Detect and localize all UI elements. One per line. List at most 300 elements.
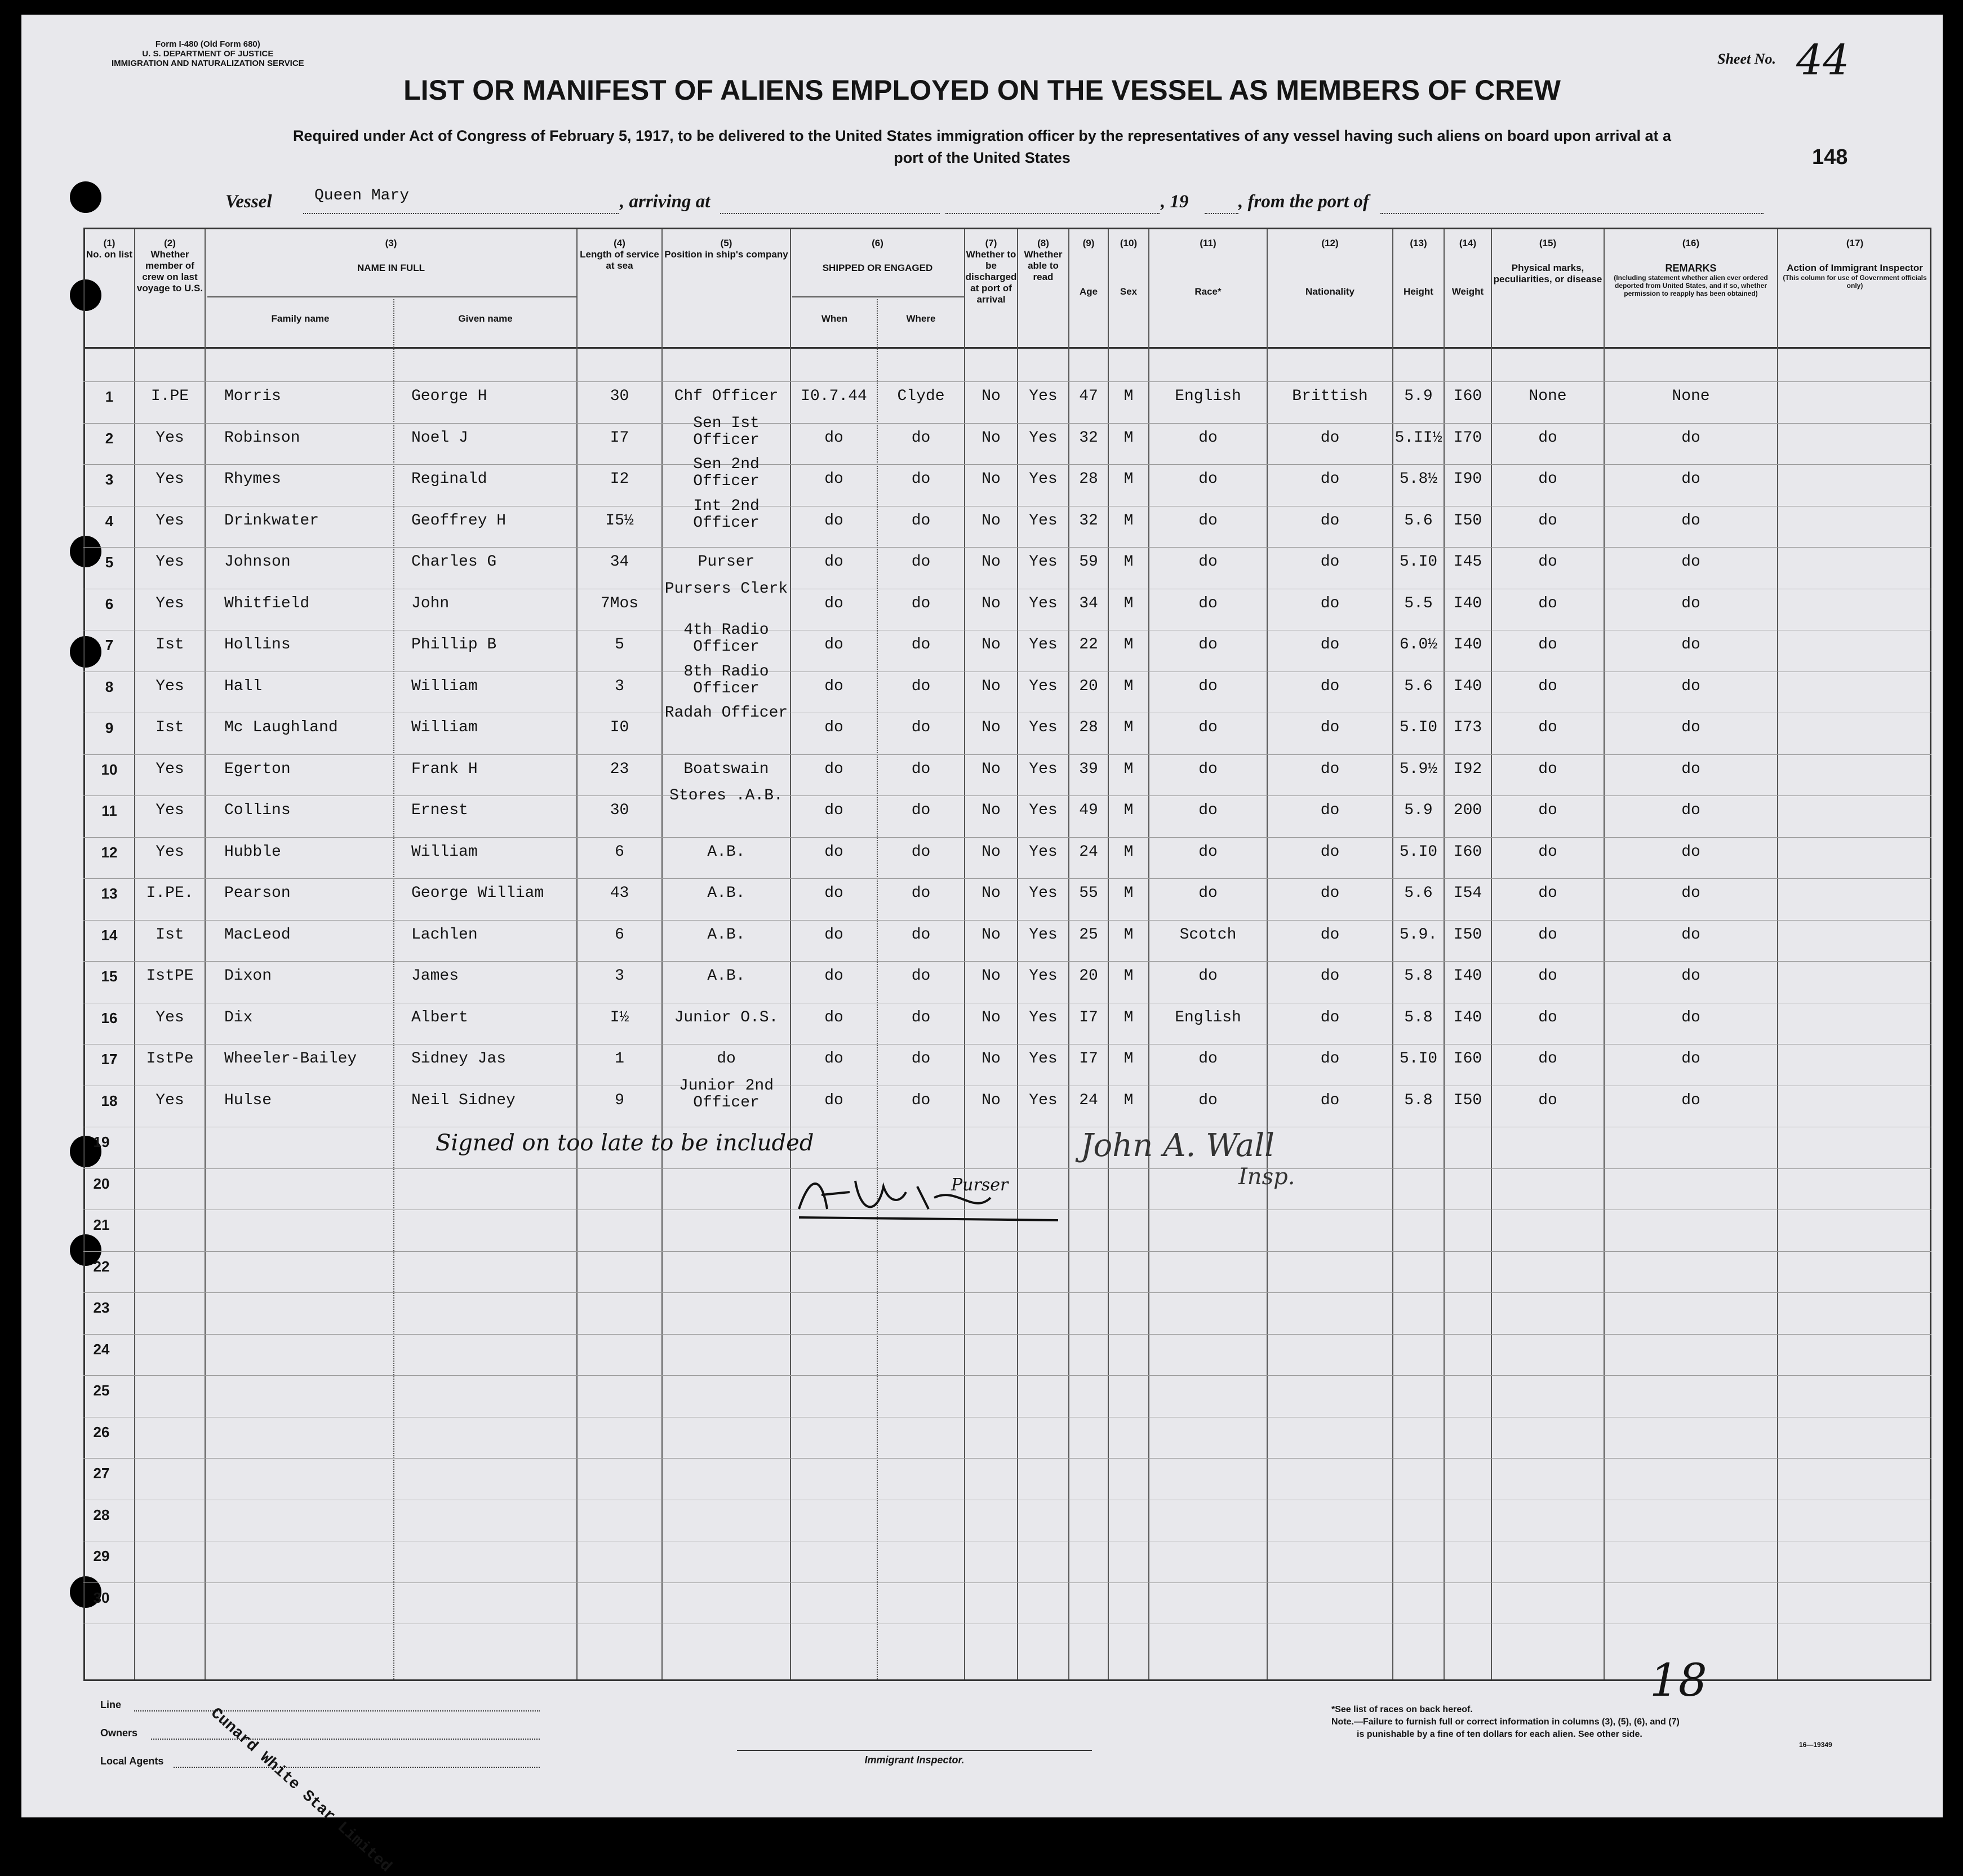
age-cell: 32 — [1079, 429, 1098, 447]
given-name-cell: Reginald — [411, 470, 487, 488]
row-number: 27 — [93, 1465, 110, 1482]
nationality-cell: do — [1320, 470, 1340, 488]
race-cell: English — [1175, 388, 1241, 405]
col-8-header: (8) Whether able to read — [1024, 238, 1063, 282]
remarks-cell: do — [1681, 802, 1700, 819]
shipped-when-cell: do — [824, 470, 843, 488]
remarks-cell: None — [1672, 388, 1710, 405]
given-name-cell: William — [411, 677, 478, 695]
sex-cell: M — [1123, 967, 1134, 985]
shipped-when-cell: do — [824, 1091, 843, 1109]
given-name-cell: Phillip B — [411, 636, 497, 654]
family-name-cell: Hall — [224, 677, 263, 695]
row-number: 29 — [93, 1548, 110, 1564]
service-cell: 23 — [610, 760, 629, 778]
row-number: 7 — [105, 637, 114, 654]
col-15-header: (15) Physical marks, peculiarities, or disease — [1493, 238, 1602, 284]
family-name-cell: Hulse — [224, 1091, 272, 1109]
remarks-cell: do — [1681, 429, 1700, 447]
total-count: 18 — [1650, 1654, 1707, 1706]
age-cell: 24 — [1079, 1091, 1098, 1109]
shipped-where-cell: do — [911, 512, 931, 530]
shipped-where-cell: do — [911, 1050, 931, 1068]
sheet-label: Sheet No. — [1717, 51, 1776, 67]
read-cell: Yes — [1029, 553, 1058, 571]
col-12-header: (12) Nationality — [1305, 238, 1354, 297]
sex-cell: M — [1123, 512, 1134, 530]
given-name-cell: Lachlen — [411, 926, 478, 944]
given-name-cell: William — [411, 719, 478, 736]
height-cell: 5.9 — [1404, 388, 1433, 405]
shipped-where-cell: do — [911, 1008, 931, 1026]
service-cell: 3 — [615, 967, 624, 985]
height-cell: 5.I0 — [1399, 719, 1438, 736]
row-number: 24 — [93, 1340, 110, 1358]
position-cell: 4th Radio Officer — [683, 621, 769, 656]
height-cell: 5.6 — [1404, 884, 1433, 902]
form-code: 16—19349 — [1799, 1741, 1832, 1749]
row-number: 20 — [93, 1175, 110, 1192]
last-voyage-cell: Ist — [156, 926, 184, 944]
remarks-cell: do — [1681, 512, 1700, 530]
department-name: U. S. DEPARTMENT OF JUSTICE — [142, 49, 274, 59]
shipped-where-cell: do — [911, 470, 931, 488]
row-number: 18 — [101, 1092, 118, 1109]
col-10-header: (10) Sex — [1120, 238, 1138, 297]
family-name-cell: Robinson — [224, 429, 300, 447]
height-cell: 5.I0 — [1399, 843, 1438, 861]
service-cell: 9 — [615, 1091, 624, 1109]
family-name-cell: Dix — [224, 1008, 253, 1026]
last-voyage-cell: Yes — [156, 760, 184, 778]
col-7-header: (7) Whether to be discharged at port of arrival — [965, 238, 1017, 305]
marks-cell: do — [1538, 1008, 1557, 1026]
immigrant-inspector-label: Immigrant Inspector. — [864, 1754, 965, 1766]
last-voyage-cell: IstPE — [146, 967, 194, 985]
service-cell: I2 — [610, 470, 629, 488]
sex-cell: M — [1123, 388, 1134, 405]
last-voyage-cell: IstPe — [146, 1050, 194, 1068]
discharge-cell: No — [982, 843, 1001, 861]
discharge-cell: No — [982, 594, 1001, 612]
family-name-cell: MacLeod — [224, 926, 291, 944]
weight-cell: I45 — [1453, 553, 1482, 571]
read-cell: Yes — [1029, 388, 1058, 405]
height-cell: 5.9½ — [1399, 760, 1438, 778]
last-voyage-cell: Ist — [156, 719, 184, 736]
shipped-where-cell: do — [911, 802, 931, 819]
service-cell: I5½ — [605, 512, 634, 530]
punch-hole — [70, 181, 101, 213]
family-name-cell: Hubble — [224, 843, 281, 861]
year-label: , 19 — [1161, 192, 1189, 212]
last-voyage-cell: Yes — [156, 470, 184, 488]
marks-cell: do — [1538, 553, 1557, 571]
position-cell: Junior 2nd Officer — [678, 1077, 774, 1112]
race-cell: do — [1198, 760, 1218, 778]
weight-cell: I40 — [1453, 1008, 1482, 1026]
remarks-cell: do — [1681, 1091, 1700, 1109]
stamp-number: 148 — [1812, 145, 1848, 169]
nationality-cell: do — [1320, 802, 1340, 819]
age-cell: 22 — [1079, 636, 1098, 654]
height-cell: 5.8 — [1404, 1091, 1433, 1109]
read-cell: Yes — [1029, 1091, 1058, 1109]
nationality-cell: do — [1320, 636, 1340, 654]
remarks-cell: do — [1681, 843, 1700, 861]
weight-cell: I40 — [1453, 636, 1482, 654]
age-cell: 34 — [1079, 594, 1098, 612]
given-name-cell: Charles G — [411, 553, 497, 571]
row-number: 17 — [101, 1051, 118, 1068]
owners-label: Owners — [100, 1727, 138, 1739]
age-cell: 24 — [1079, 843, 1098, 861]
weight-cell: I60 — [1453, 388, 1482, 405]
age-cell: 55 — [1079, 884, 1098, 902]
shipped-when-cell: do — [824, 594, 843, 612]
col-6-header: (6) SHIPPED OR ENGAGED — [822, 238, 933, 273]
race-cell: do — [1198, 843, 1218, 861]
marks-cell: do — [1538, 429, 1557, 447]
last-voyage-cell: Yes — [156, 429, 184, 447]
service-cell: I½ — [610, 1008, 629, 1026]
weight-cell: I50 — [1453, 1091, 1482, 1109]
marks-cell: do — [1538, 843, 1557, 861]
sex-cell: M — [1123, 1091, 1134, 1109]
weight-cell: 200 — [1453, 802, 1482, 819]
row-number: 12 — [101, 843, 118, 861]
given-name-cell: George William — [411, 884, 544, 902]
row-number: 28 — [93, 1506, 110, 1523]
shipped-when-cell: do — [824, 843, 843, 861]
service-cell: I7 — [610, 429, 629, 447]
family-name-cell: Dixon — [224, 967, 272, 985]
col-3-header: (3) NAME IN FULL — [357, 238, 425, 273]
discharge-cell: No — [982, 1050, 1001, 1068]
remarks-cell: do — [1681, 760, 1700, 778]
service-cell: 6 — [615, 843, 624, 861]
service-name: IMMIGRATION AND NATURALIZATION SERVICE — [112, 59, 304, 68]
race-cell: do — [1198, 512, 1218, 530]
height-cell: 5.9 — [1404, 802, 1433, 819]
row-number: 19 — [93, 1133, 110, 1150]
height-cell: 5.I0 — [1399, 553, 1438, 571]
last-voyage-cell: I.PE. — [146, 884, 194, 902]
read-cell: Yes — [1029, 1050, 1058, 1068]
race-cell: do — [1198, 636, 1218, 654]
given-name-cell: Albert — [411, 1008, 468, 1026]
row-number: 15 — [101, 968, 118, 985]
shipped-when-cell: do — [824, 677, 843, 695]
shipped-where-cell: Clyde — [897, 388, 945, 405]
shipped-where-cell: do — [911, 967, 931, 985]
discharge-cell: No — [982, 926, 1001, 944]
col-16-header: (16) REMARKS (Including statement whether alien ever ordered deported from United States, and if so, whether permission to reapply has been obtained) — [1614, 238, 1768, 297]
row-number: 25 — [93, 1382, 110, 1399]
weight-cell: I54 — [1453, 884, 1482, 902]
nationality-cell: do — [1320, 967, 1340, 985]
last-voyage-cell: Yes — [156, 802, 184, 819]
last-voyage-cell: I.PE — [150, 388, 189, 405]
age-cell: 28 — [1079, 719, 1098, 736]
marks-cell: do — [1538, 926, 1557, 944]
position-cell: do — [717, 1050, 736, 1068]
read-cell: Yes — [1029, 884, 1058, 902]
col-9-header: (9) Age — [1079, 238, 1098, 297]
marks-cell: do — [1538, 512, 1557, 530]
last-voyage-cell: Yes — [156, 677, 184, 695]
vessel-name: Queen Mary — [314, 187, 410, 205]
shipped-where-cell: do — [911, 636, 931, 654]
shipped-when-cell: do — [824, 1008, 843, 1026]
nationality-cell: Brittish — [1292, 388, 1368, 405]
remarks-cell: do — [1681, 594, 1700, 612]
height-cell: 5.8½ — [1399, 470, 1438, 488]
line-label: Line — [100, 1699, 122, 1710]
shipped-where-cell: do — [911, 926, 931, 944]
col-14-header: (14) Weight — [1451, 238, 1484, 297]
row-number: 6 — [105, 595, 114, 612]
subtitle-line-2: port of the United States — [894, 149, 1071, 166]
row-number: 14 — [101, 926, 118, 944]
read-cell: Yes — [1029, 512, 1058, 530]
weight-cell: I60 — [1453, 1050, 1482, 1068]
remarks-cell: do — [1681, 1050, 1700, 1068]
remarks-cell: do — [1681, 636, 1700, 654]
cunard-stamp: Cunard White Star Limited — [207, 1705, 395, 1876]
last-voyage-cell: Yes — [156, 1008, 184, 1026]
given-name-cell: Ernest — [411, 802, 468, 819]
discharge-cell: No — [982, 802, 1001, 819]
shipped-when-cell: do — [824, 1050, 843, 1068]
service-cell: 43 — [610, 884, 629, 902]
sex-cell: M — [1123, 884, 1134, 902]
race-cell: do — [1198, 470, 1218, 488]
height-cell: 5.I0 — [1399, 1050, 1438, 1068]
form-number: Form I-480 (Old Form 680) — [155, 39, 260, 49]
family-name-cell: Egerton — [224, 760, 291, 778]
given-name-header: Given name — [458, 313, 513, 324]
nationality-cell: do — [1320, 926, 1340, 944]
weight-cell: I60 — [1453, 843, 1482, 861]
sex-cell: M — [1123, 926, 1134, 944]
row-number: 16 — [101, 1009, 118, 1026]
read-cell: Yes — [1029, 636, 1058, 654]
last-voyage-cell: Yes — [156, 1091, 184, 1109]
sex-cell: M — [1123, 429, 1134, 447]
age-cell: 47 — [1079, 388, 1098, 405]
position-cell: Stores .A.B. — [669, 787, 783, 804]
last-voyage-cell: Ist — [156, 636, 184, 654]
shipped-when-cell: do — [824, 719, 843, 736]
race-cell: Scotch — [1179, 926, 1237, 944]
given-name-cell: Neil Sidney — [411, 1091, 516, 1109]
service-cell: 34 — [610, 553, 629, 571]
last-voyage-cell: Yes — [156, 594, 184, 612]
marks-cell: do — [1538, 760, 1557, 778]
remarks-cell: do — [1681, 553, 1700, 571]
age-cell: 25 — [1079, 926, 1098, 944]
shipped-when-cell: do — [824, 967, 843, 985]
page-title: LIST OR MANIFEST OF ALIENS EMPLOYED ON THE VESSEL AS MEMBERS OF CREW — [403, 74, 1561, 106]
remarks-cell: do — [1681, 884, 1700, 902]
read-cell: Yes — [1029, 843, 1058, 861]
discharge-cell: No — [982, 719, 1001, 736]
sex-cell: M — [1123, 594, 1134, 612]
weight-cell: I50 — [1453, 512, 1482, 530]
shipped-when-cell: do — [824, 884, 843, 902]
last-voyage-cell: Yes — [156, 843, 184, 861]
weight-cell: I40 — [1453, 967, 1482, 985]
shipped-when-cell: do — [824, 636, 843, 654]
row-number: 26 — [93, 1423, 110, 1441]
read-cell: Yes — [1029, 967, 1058, 985]
arriving-label: , arriving at — [620, 192, 710, 212]
row-number: 1 — [105, 388, 114, 405]
shipped-when-cell: I0.7.44 — [801, 388, 867, 405]
remarks-cell: do — [1681, 677, 1700, 695]
weight-cell: I73 — [1453, 719, 1482, 736]
row-number: 2 — [105, 429, 114, 447]
family-name-cell: Pearson — [224, 884, 291, 902]
position-cell: A.B. — [707, 926, 745, 944]
read-cell: Yes — [1029, 594, 1058, 612]
col-2-header: (2) Whether member of crew on last voyage to U.S. — [136, 238, 203, 294]
shipped-when-cell: do — [824, 802, 843, 819]
service-cell: 30 — [610, 388, 629, 405]
position-cell: A.B. — [707, 884, 745, 902]
weight-cell: I40 — [1453, 677, 1482, 695]
sheet-number: 44 — [1796, 36, 1850, 85]
row-number: 13 — [101, 885, 118, 902]
age-cell: 28 — [1079, 470, 1098, 488]
col-1-header: (1) No. on list — [86, 238, 133, 260]
position-cell: Purser — [698, 553, 755, 571]
family-name-cell: Morris — [224, 388, 281, 405]
weight-cell: I92 — [1453, 760, 1482, 778]
col-5-header: (5) Position in ship's company — [664, 238, 788, 260]
age-cell: 59 — [1079, 553, 1098, 571]
remarks-cell: do — [1681, 926, 1700, 944]
sex-cell: M — [1123, 843, 1134, 861]
read-cell: Yes — [1029, 760, 1058, 778]
purser-signature-title: Purser — [951, 1175, 1009, 1195]
row-number: 9 — [105, 719, 114, 736]
age-cell: 20 — [1079, 967, 1098, 985]
row-number: 4 — [105, 512, 114, 530]
given-name-cell: Noel J — [411, 429, 468, 447]
shipped-when-cell: do — [824, 429, 843, 447]
inspector-signature-title: Insp. — [1238, 1164, 1295, 1190]
read-cell: Yes — [1029, 802, 1058, 819]
discharge-cell: No — [982, 967, 1001, 985]
nationality-cell: do — [1320, 843, 1340, 861]
shipped-when-cell: do — [824, 760, 843, 778]
height-cell: 5.6 — [1404, 677, 1433, 695]
nationality-cell: do — [1320, 1050, 1340, 1068]
height-cell: 5.II½ — [1394, 429, 1442, 447]
race-cell: do — [1198, 594, 1218, 612]
read-cell: Yes — [1029, 429, 1058, 447]
row-number: 10 — [101, 761, 118, 778]
race-cell: English — [1175, 1008, 1241, 1026]
row-number: 8 — [105, 678, 114, 695]
shipped-where-cell: do — [911, 429, 931, 447]
family-name-cell: Rhymes — [224, 470, 281, 488]
shipped-where-cell: do — [911, 760, 931, 778]
remarks-cell: do — [1681, 470, 1700, 488]
height-cell: 5.9. — [1399, 926, 1438, 944]
vessel-label: Vessel — [225, 192, 272, 212]
discharge-cell: No — [982, 1091, 1001, 1109]
row-number: 23 — [93, 1299, 110, 1316]
age-cell: 32 — [1079, 512, 1098, 530]
nationality-cell: do — [1320, 594, 1340, 612]
row-number: 30 — [93, 1589, 110, 1606]
race-cell: do — [1198, 677, 1218, 695]
purser-signature — [788, 1164, 1069, 1226]
local-agents-label: Local Agents — [100, 1755, 164, 1767]
shipped-where-cell: do — [911, 594, 931, 612]
subtitle-line-1: Required under Act of Congress of February 5, 1917, to be delivered to the United States immigration officer by the representatives of any vessel having such aliens on board upon arrival at a — [292, 127, 1672, 144]
late-signing-note: Signed on too late to be included — [436, 1130, 814, 1156]
discharge-cell: No — [982, 470, 1001, 488]
position-cell: Pursers Clerk — [664, 580, 788, 598]
col-11-header: (11) Race* — [1194, 238, 1222, 297]
weight-cell: I50 — [1453, 926, 1482, 944]
read-cell: Yes — [1029, 470, 1058, 488]
position-cell: A.B. — [707, 843, 745, 861]
row-number: 22 — [93, 1257, 110, 1275]
nationality-cell: do — [1320, 760, 1340, 778]
shipped-where-cell: do — [911, 1091, 931, 1109]
position-cell: Chf Officer — [674, 388, 779, 405]
service-cell: I0 — [610, 719, 629, 736]
manifest-page — [21, 15, 1943, 1876]
row-number: 5 — [105, 554, 114, 571]
marks-cell: do — [1538, 719, 1557, 736]
form-id-block — [112, 39, 304, 68]
discharge-cell: No — [982, 760, 1001, 778]
service-cell: 30 — [610, 802, 629, 819]
shipped-where-header: Where — [906, 313, 936, 324]
given-name-cell: Frank H — [411, 760, 478, 778]
col-17-header: (17) Action of Immigrant Inspector (This column for use of Government officials only) — [1783, 238, 1927, 290]
position-cell: Radah Officer — [664, 704, 788, 722]
remarks-cell: do — [1681, 967, 1700, 985]
marks-cell: do — [1538, 967, 1557, 985]
shipped-where-cell: do — [911, 553, 931, 571]
races-note: *See list of races on back hereof. — [1331, 1705, 1473, 1714]
marks-cell: do — [1538, 677, 1557, 695]
discharge-cell: No — [982, 512, 1001, 530]
given-name-cell: John — [411, 594, 450, 612]
col-13-header: (13) Height — [1404, 238, 1433, 297]
nationality-cell: do — [1320, 429, 1340, 447]
position-cell: Junior O.S. — [674, 1008, 779, 1026]
height-cell: 5.5 — [1404, 594, 1433, 612]
shipped-where-cell: do — [911, 719, 931, 736]
position-cell: A.B. — [707, 967, 745, 985]
service-cell: 6 — [615, 926, 624, 944]
sex-cell: M — [1123, 1050, 1134, 1068]
last-voyage-cell: Yes — [156, 512, 184, 530]
nationality-cell: do — [1320, 1008, 1340, 1026]
shipped-when-header: When — [821, 313, 848, 324]
position-cell: 8th Radio Officer — [683, 663, 769, 697]
nationality-cell: do — [1320, 512, 1340, 530]
service-cell: 1 — [615, 1050, 624, 1068]
